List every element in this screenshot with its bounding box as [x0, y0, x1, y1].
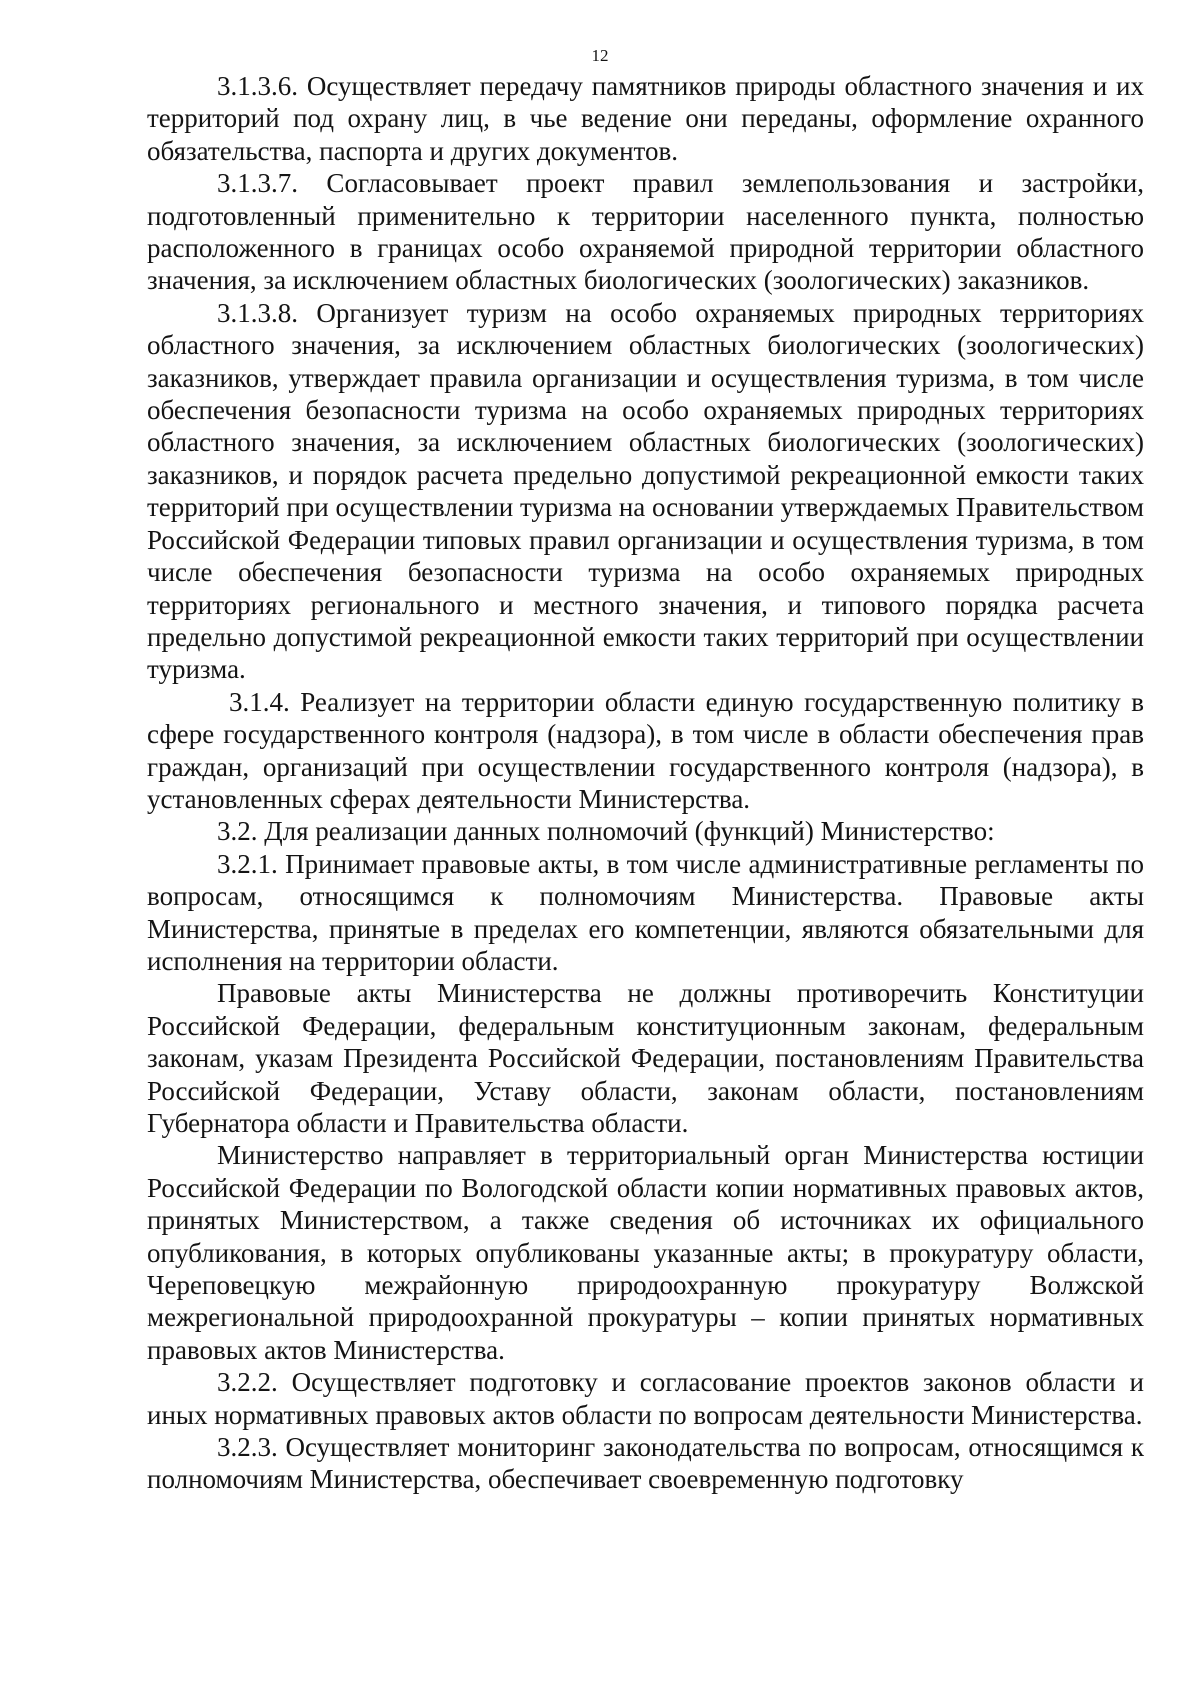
paragraph-3-1-4: 3.1.4. Реализует на территории области единую государственную политику в сфере государственного контроля (надзора), в том числе в области обеспечения прав граждан, организаций при осуществлении государственного контроля (надзора), в установленных сферах деятельности Министерства. — [147, 686, 1144, 814]
page-number: 12 — [591, 46, 609, 65]
paragraph-3-1-3-8: 3.1.3.8. Организует туризм на особо охраняемых природных территориях областного значения, за исключением областных биологических (зоологических) заказников, утверждает правила организации и осуществления туризма, в том числе обеспечения безопасности туризма на особо охраняемых природных территориях областного значения, за исключением областных биологических (зоологических) заказников, и порядок расчета предельно допустимой рекреационной емкости таких территорий при осуществлении туризма на основании утверждаемых Правительством Российской Федерации типовых правил организации и осуществления туризма, в том числе обеспечения безопасности туризма на особо охраняемых природных территориях регионального и местного значения, и типового порядка расчета предельно допустимой рекреационной емкости таких территорий при осуществлении туризма. — [147, 297, 1144, 685]
paragraph-3-2-3: 3.2.3. Осуществляет мониторинг законодательства по вопросам, относящимся к полномочиям Министерства, обеспечивает своевременную подготовку — [147, 1432, 1144, 1495]
paragraph-3-2-2: 3.2.2. Осуществляет подготовку и согласование проектов законов области и иных нормативных правовых актов области по вопросам деятельности Министерства. — [147, 1367, 1144, 1430]
document-body — [147, 70, 1144, 1496]
paragraph-3-2: 3.2. Для реализации данных полномочий (функций) Министерство: — [217, 816, 995, 847]
paragraph-legal-acts-compliance: Правовые акты Министерства не должны противоречить Конституции Российской Федерации, федеральным конституционным законам, федеральным законам, указам Президента Российской Федерации, постановлениям Правительства Российской Федерации, Уставу области, законам области, постановлениям Губернатора области и Правительства области. — [147, 978, 1144, 1138]
paragraph-3-1-3-6: 3.1.3.6. Осуществляет передачу памятников природы областного значения и их территорий под охрану лиц, в чье ведение они переданы, оформление охранного обязательства, паспорта и других документов. — [147, 71, 1144, 166]
paragraph-3-1-3-7: 3.1.3.7. Согласовывает проект правил землепользования и застройки, подготовленный применительно к территории населенного пункта, полностью расположенного в границах особо охраняемой природной территории областного значения, за исключением областных биологических (зоологических) заказников. — [147, 168, 1144, 296]
paragraph-3-2-1: 3.2.1. Принимает правовые акты, в том числе административные регламенты по вопросам, относящимся к полномочиям Министерства. Правовые акты Министерства, принятые в пределах его компетенции, являются обязательными для исполнения на территории области. — [147, 848, 1144, 976]
paragraph-ministry-submission: Министерство направляет в территориальный орган Министерства юстиции Российской Федерации по Вологодской области копии нормативных правовых актов, принятых Министерством, а также сведения об источниках их официального опубликования, в которых опубликованы указанные акты; в прокуратуру области, Череповецкую межрайонную природоохранную прокуратуру Волжской межрегиональной природоохранной прокуратуры – копии принятых нормативных правовых актов Министерства. — [147, 1140, 1144, 1365]
